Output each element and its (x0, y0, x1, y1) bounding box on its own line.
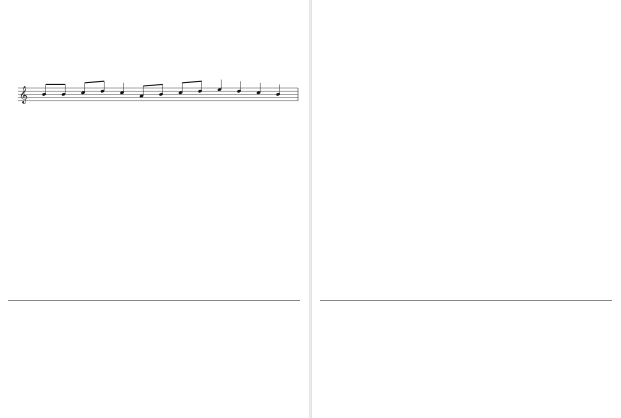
notes-column (81, 311, 149, 387)
notes-column (320, 311, 388, 387)
note-beam (85, 81, 105, 83)
left-page (0, 0, 309, 418)
notes-line (393, 377, 461, 381)
notes-divider (320, 300, 612, 301)
notes-column (393, 311, 461, 387)
music-score (0, 0, 309, 160)
notes-line (466, 381, 534, 385)
notes-column (8, 311, 76, 387)
notes-line (539, 346, 607, 350)
notes-line (81, 377, 149, 381)
notes-column (466, 311, 534, 387)
note-beam (182, 81, 202, 83)
notes-divider (8, 300, 300, 301)
notes-line (320, 377, 388, 381)
notes-column (154, 311, 222, 387)
notes-column (227, 311, 295, 387)
notes-line (154, 372, 222, 376)
notes-column (539, 311, 607, 387)
notes-line (8, 372, 76, 376)
treble-clef-icon: 𝄞 (19, 87, 28, 104)
note-beam (143, 84, 163, 86)
right-page (312, 0, 621, 418)
notes-line (227, 372, 295, 376)
